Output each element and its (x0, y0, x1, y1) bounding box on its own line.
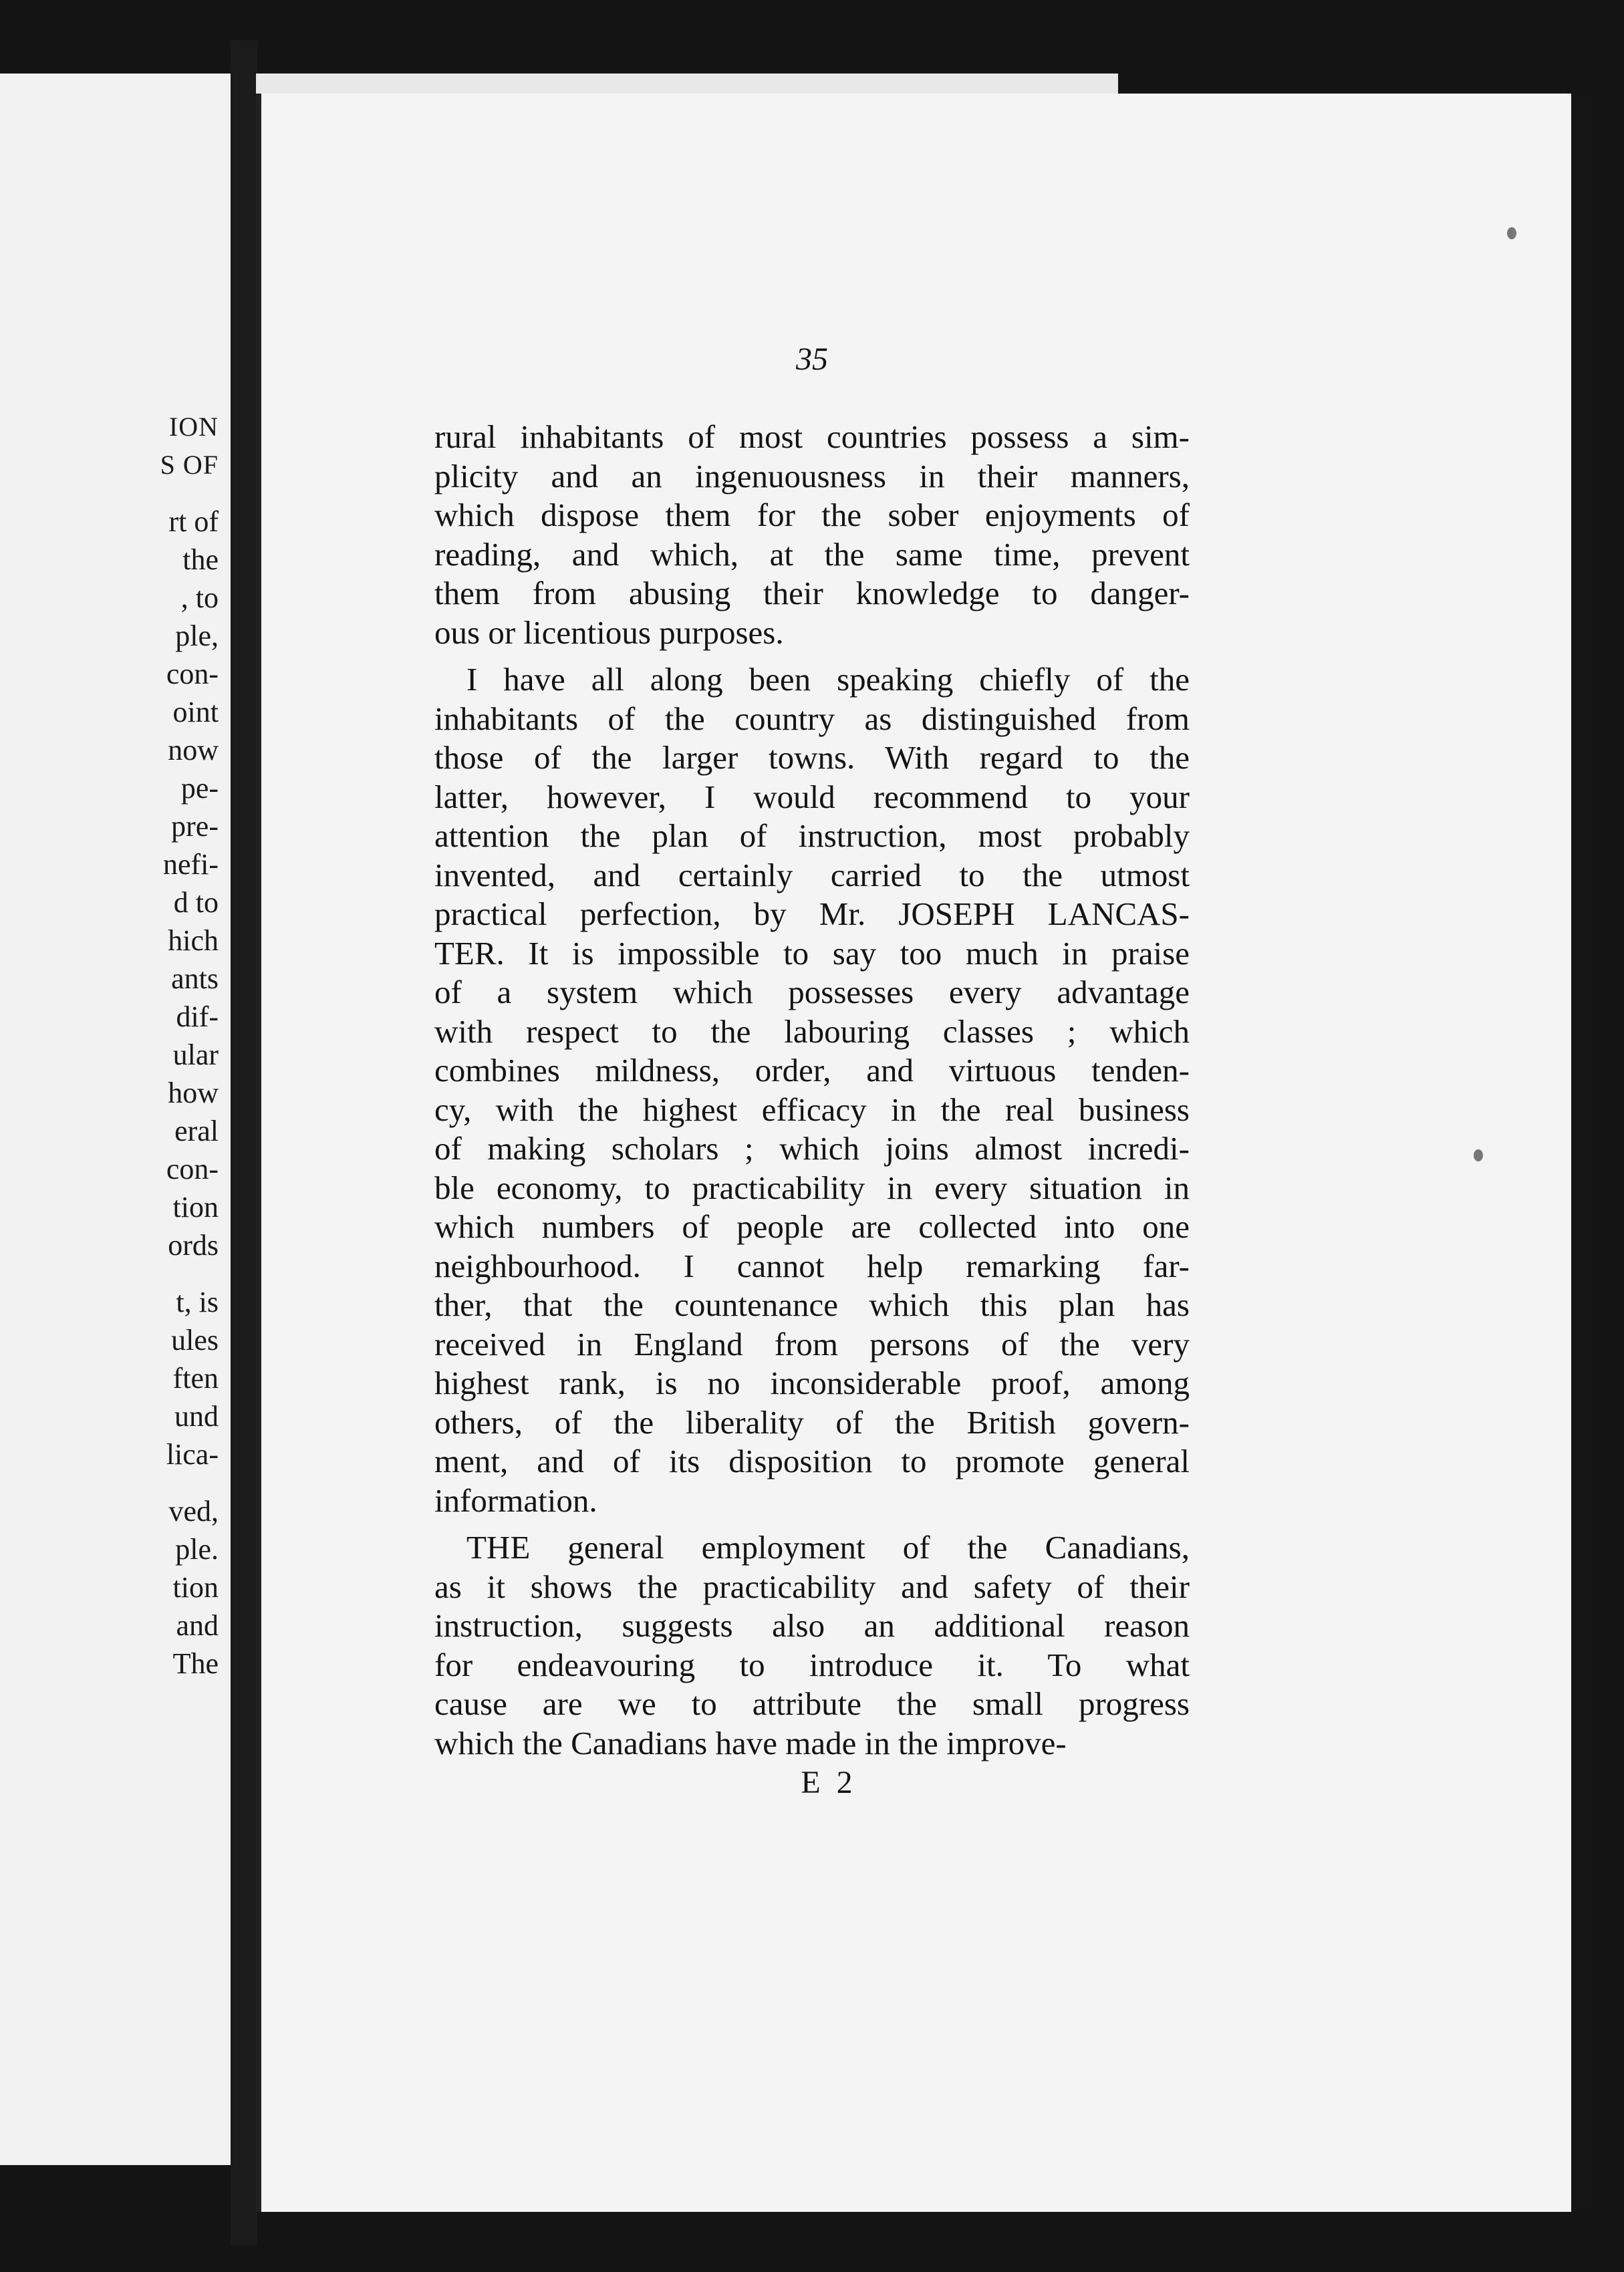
paragraph-gap (434, 1520, 1190, 1528)
text-line: others, of the liberality of the British govern- (434, 1403, 1190, 1441)
left-page-line: ules (171, 1324, 219, 1357)
left-page-line: und (174, 1400, 219, 1433)
left-page-line: now (168, 734, 219, 766)
text-line: ment, and of its disposition to promote general (434, 1443, 1190, 1479)
left-page-line: , to (180, 581, 219, 614)
text-line: cy, with the highest efficacy in the real business (434, 1091, 1190, 1128)
text-line: which dispose them for the sober enjoyments of (434, 496, 1190, 533)
page-edge-shadow (1571, 94, 1598, 2212)
text-line: received in England from persons of the very (434, 1325, 1190, 1363)
left-page-line: and (176, 1609, 219, 1642)
left-page-line: lica- (166, 1438, 219, 1471)
left-page-line: pre- (171, 810, 219, 843)
left-page-line: pe- (180, 772, 219, 805)
signature-mark: E 2 (801, 1765, 857, 1800)
left-facing-page (0, 74, 235, 2165)
text-line: which numbers of people are collected into one (434, 1208, 1190, 1245)
text-line: TER. It is impossible to say too much in praise (434, 934, 1190, 972)
left-page-line: ple. (175, 1533, 219, 1566)
text-line: for endeavouring to introduce it. To what (434, 1646, 1190, 1683)
left-page-line: the (182, 543, 219, 576)
left-page-line (5, 1473, 219, 1492)
text-line: plicity and an ingenuousness in their manners, (434, 457, 1190, 494)
paragraph-gap (434, 652, 1190, 660)
text-line: rural inhabitants of most countries possess a sim- (434, 418, 1190, 455)
text-line: ther, that the countenance which this plan has (434, 1286, 1190, 1323)
text-line: highest rank, is no inconsiderable proof, among (434, 1365, 1190, 1401)
left-page-line: ants (171, 962, 219, 995)
left-page-line: nefi- (162, 848, 219, 881)
text-line: reading, and which, at the same time, prevent (434, 535, 1190, 573)
body-text (434, 418, 1190, 1763)
text-line: attention the plan of instruction, most probably (434, 817, 1190, 854)
text-line: instruction, suggests also an additional reason (434, 1607, 1190, 1644)
left-page-line: hich (168, 924, 219, 957)
left-page-line: rt of (168, 505, 219, 538)
left-page-line: ple, (175, 619, 219, 652)
left-page-line: dif- (176, 1000, 219, 1033)
left-page-line: how (168, 1077, 219, 1109)
left-page-line: con- (166, 658, 219, 690)
text-line: neighbourhood. I cannot help remarking far- (434, 1247, 1190, 1284)
text-line: latter, however, I would recommend to your (434, 778, 1190, 815)
left-page-line: ved, (168, 1495, 219, 1528)
left-page-line: S OF (160, 450, 219, 480)
text-line: ble economy, to practicability in every situation in (434, 1169, 1190, 1206)
text-line: those of the larger towns. With regard to the (434, 739, 1190, 776)
text-line: of a system which possesses every advantage (434, 974, 1190, 1010)
scan-speck (1474, 1149, 1483, 1161)
page-number: 35 (796, 341, 828, 377)
text-line: invented, and certainly carried to the utmost (434, 856, 1190, 893)
left-page-line: tion (172, 1571, 219, 1604)
text-line: them from abusing their knowledge to danger- (434, 575, 1190, 611)
text-line: with respect to the labouring classes ; which (434, 1012, 1190, 1050)
text-line: of making scholars ; which joins almost incredi- (434, 1130, 1190, 1167)
left-page-line: con- (166, 1153, 219, 1185)
left-page-line: t, is (176, 1286, 219, 1318)
left-page-line: ION (168, 412, 219, 442)
left-page-line: tion (172, 1191, 219, 1224)
text-line: I have all along been speaking chiefly of the (466, 661, 1190, 698)
left-page-line (5, 484, 219, 503)
left-page-line: eral (174, 1115, 219, 1147)
text-line: information. (434, 1481, 597, 1519)
text-line: cause are we to attribute the small progress (434, 1685, 1190, 1722)
text-line: combines mildness, order, and virtuous tenden- (434, 1052, 1190, 1089)
text-line: THE general employment of the Canadians, (466, 1529, 1190, 1566)
text-line: inhabitants of the country as distinguished from (434, 700, 1190, 737)
left-page-line: ular (172, 1038, 219, 1071)
text-line: practical perfection, by Mr. JOSEPH LANCAS- (434, 895, 1190, 932)
left-page-line: ften (172, 1362, 219, 1395)
left-page-text (5, 408, 219, 1683)
book-gutter (231, 40, 257, 2245)
scan-speck (1507, 227, 1516, 239)
text-line: which the Canadians have made in the improve- (434, 1724, 1067, 1761)
left-page-line (5, 1264, 219, 1283)
left-page-line: ords (168, 1229, 219, 1262)
left-page-line: The (172, 1647, 219, 1680)
text-line: as it shows the practicability and safety of their (434, 1568, 1190, 1605)
left-page-line: oint (172, 696, 219, 728)
text-line: ous or licentious purposes. (434, 613, 784, 651)
left-page-line: d to (173, 886, 219, 919)
